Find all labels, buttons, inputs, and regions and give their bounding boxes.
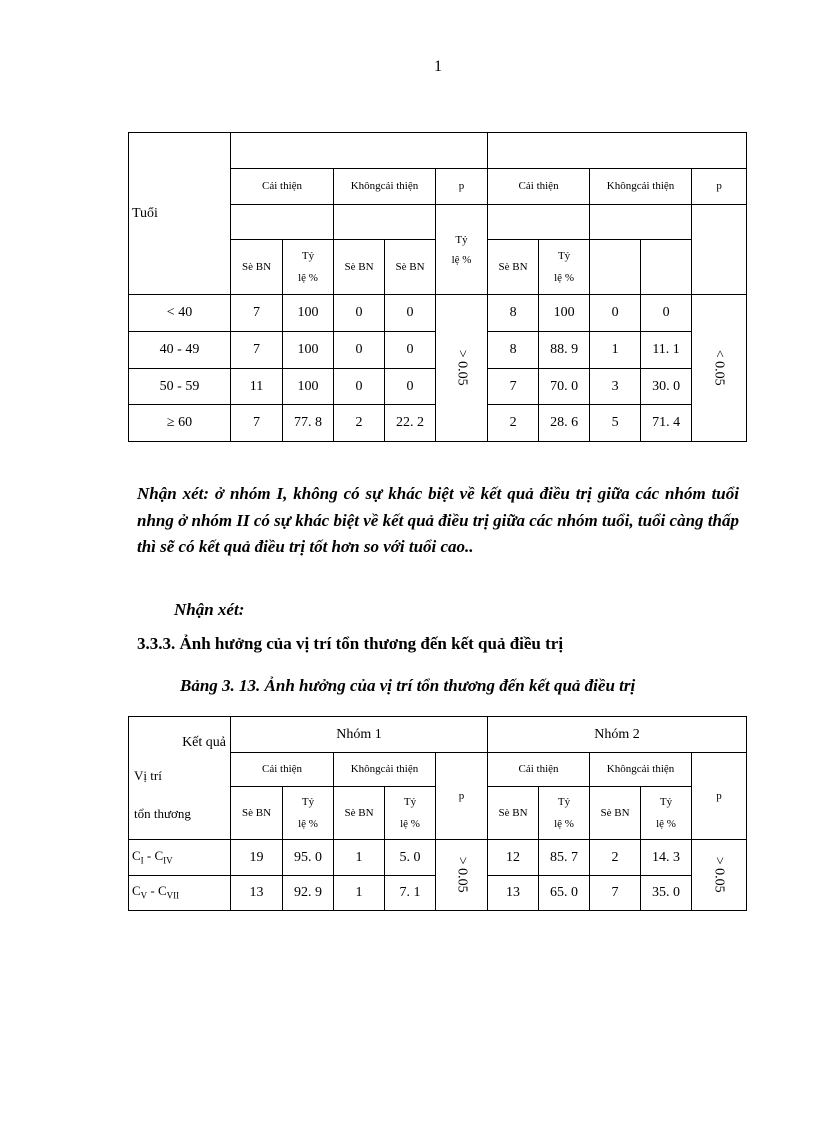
table-cell: 5 <box>590 405 641 442</box>
group1-header <box>231 133 488 169</box>
table-cell: 22. 2 <box>385 405 436 442</box>
rate-header: Tỷ lệ % <box>539 240 590 295</box>
location-cell: $C_V - C_{VII}$ <box>129 876 231 911</box>
count-header: Sè BN <box>590 787 641 840</box>
table-cell: 0 <box>334 369 385 405</box>
table-cell: 71. 4 <box>641 405 692 442</box>
table-cell: 7 <box>488 369 539 405</box>
age-cell: 40 - 49 <box>129 332 231 369</box>
age-result-table <box>128 132 747 442</box>
table-cell: 100 <box>283 369 334 405</box>
table-cell: 2 <box>334 405 385 442</box>
rate-header: Tỷ lệ % <box>539 787 590 840</box>
table-cell: 8 <box>488 295 539 332</box>
table-cell: 19 <box>231 840 283 876</box>
table-cell: 85. 7 <box>539 840 590 876</box>
table-cell: 5. 0 <box>385 840 436 876</box>
table-cell: 0 <box>385 332 436 369</box>
group2-header <box>488 133 747 169</box>
improved-header: Cải thiện <box>231 169 334 205</box>
count-header: Sè BN <box>334 787 385 840</box>
not-improved-header: Khôngcải thiện <box>334 169 436 205</box>
improved-header: Cải thiện <box>231 753 334 787</box>
p-header: p <box>692 169 747 205</box>
table-cell: 3 <box>590 369 641 405</box>
table-cell: 7 <box>590 876 641 911</box>
blank-cell <box>641 240 692 295</box>
page-number: 1 <box>434 58 442 75</box>
table-cell: 7. 1 <box>385 876 436 911</box>
p-header: p <box>692 753 747 840</box>
table-cell: 1 <box>334 876 385 911</box>
comment-label: Nhận xét: <box>174 600 245 619</box>
table-cell: 100 <box>539 295 590 332</box>
table-cell: 14. 3 <box>641 840 692 876</box>
table-cell: 100 <box>283 295 334 332</box>
age-cell: ≥ 60 <box>129 405 231 442</box>
table-cell: 28. 6 <box>539 405 590 442</box>
table-cell: 1 <box>590 332 641 369</box>
location-header: Kết quả Vị trí tổn thương <box>129 717 231 840</box>
count-header: Sè BN <box>231 787 283 840</box>
table-cell: 2 <box>590 840 641 876</box>
group1-header: Nhóm 1 <box>231 717 488 753</box>
table-cell: 13 <box>231 876 283 911</box>
table-cell: 95. 0 <box>283 840 334 876</box>
table-cell: 11 <box>231 369 283 405</box>
table-cell: 77. 8 <box>283 405 334 442</box>
improved-header: Cải thiện <box>488 753 590 787</box>
table-cell: 13 <box>488 876 539 911</box>
table-cell: 0 <box>334 295 385 332</box>
table-caption: Bảng 3. 13. Ảnh hưởng của vị trí tổn thương đến kết quả điều trị <box>180 676 636 695</box>
table-cell: 70. 0 <box>539 369 590 405</box>
count-header: Sè BN <box>334 240 385 295</box>
p-value-cell: > 0.05 <box>436 840 488 911</box>
rate-header: Tỷ lệ % <box>283 240 334 295</box>
blank-cell <box>231 205 334 240</box>
table-cell: 7 <box>231 332 283 369</box>
blank-cell <box>692 205 747 295</box>
rate-header: Tỷ lệ % <box>283 787 334 840</box>
blank-cell <box>334 205 436 240</box>
age-cell: < 40 <box>129 295 231 332</box>
age-header: Tuổi <box>129 133 231 295</box>
table-cell: 0 <box>641 295 692 332</box>
blank-cell <box>590 205 692 240</box>
table-cell: 7 <box>231 295 283 332</box>
table-cell: 12 <box>488 840 539 876</box>
table-cell: 0 <box>590 295 641 332</box>
table-cell: 30. 0 <box>641 369 692 405</box>
group2-header: Nhóm 2 <box>488 717 747 753</box>
count-header: Sè BN <box>385 240 436 295</box>
count-header: Sè BN <box>231 240 283 295</box>
comment-paragraph: Nhận xét: ở nhóm I, không có sự khác biệt về kết quả điều trị giữa các nhóm tuổi nhng ở nhóm II có sự khác biệt về kết quả điều trị giữa các nhóm tuổi, tuổi càng thấp thì sẽ có kết quả điều trị tốt hơn so với tuổi cao.. <box>137 484 739 556</box>
not-improved-header: Khôngcải thiện <box>590 753 692 787</box>
table-cell: 1 <box>334 840 385 876</box>
table-cell: 8 <box>488 332 539 369</box>
not-improved-header: Khôngcải thiện <box>334 753 436 787</box>
table-cell: 0 <box>385 295 436 332</box>
not-improved-header: Khôngcải thiện <box>590 169 692 205</box>
table-cell: 35. 0 <box>641 876 692 911</box>
p-value-cell: > 0.05 <box>692 840 747 911</box>
p-value-cell: < 0.05 <box>692 295 747 442</box>
table-cell: 11. 1 <box>641 332 692 369</box>
count-header: Sè BN <box>488 787 539 840</box>
rate-header: Tỷ lệ % <box>385 787 436 840</box>
table-cell: 92. 9 <box>283 876 334 911</box>
table-cell: 100 <box>283 332 334 369</box>
blank-cell <box>590 240 641 295</box>
p-header: p <box>436 753 488 840</box>
table-cell: 0 <box>385 369 436 405</box>
section-heading: 3.3.3. Ảnh hưởng của vị trí tổn thương đến kết quả điều trị <box>137 634 564 653</box>
age-cell: 50 - 59 <box>129 369 231 405</box>
table-cell: 7 <box>231 405 283 442</box>
blank-cell <box>488 205 590 240</box>
rate-header: Tỷ lệ % <box>641 787 692 840</box>
p-value-cell: > 0.05 <box>436 295 488 442</box>
improved-header: Cải thiện <box>488 169 590 205</box>
table-cell: 88. 9 <box>539 332 590 369</box>
table-cell: 2 <box>488 405 539 442</box>
rate-header: Tỷ lệ % <box>436 205 488 295</box>
count-header: Sè BN <box>488 240 539 295</box>
p-header: p <box>436 169 488 205</box>
table-cell: 0 <box>334 332 385 369</box>
location-result-table <box>128 716 747 911</box>
table-cell: 65. 0 <box>539 876 590 911</box>
location-cell: $C_I - C_{IV}$ <box>129 840 231 876</box>
